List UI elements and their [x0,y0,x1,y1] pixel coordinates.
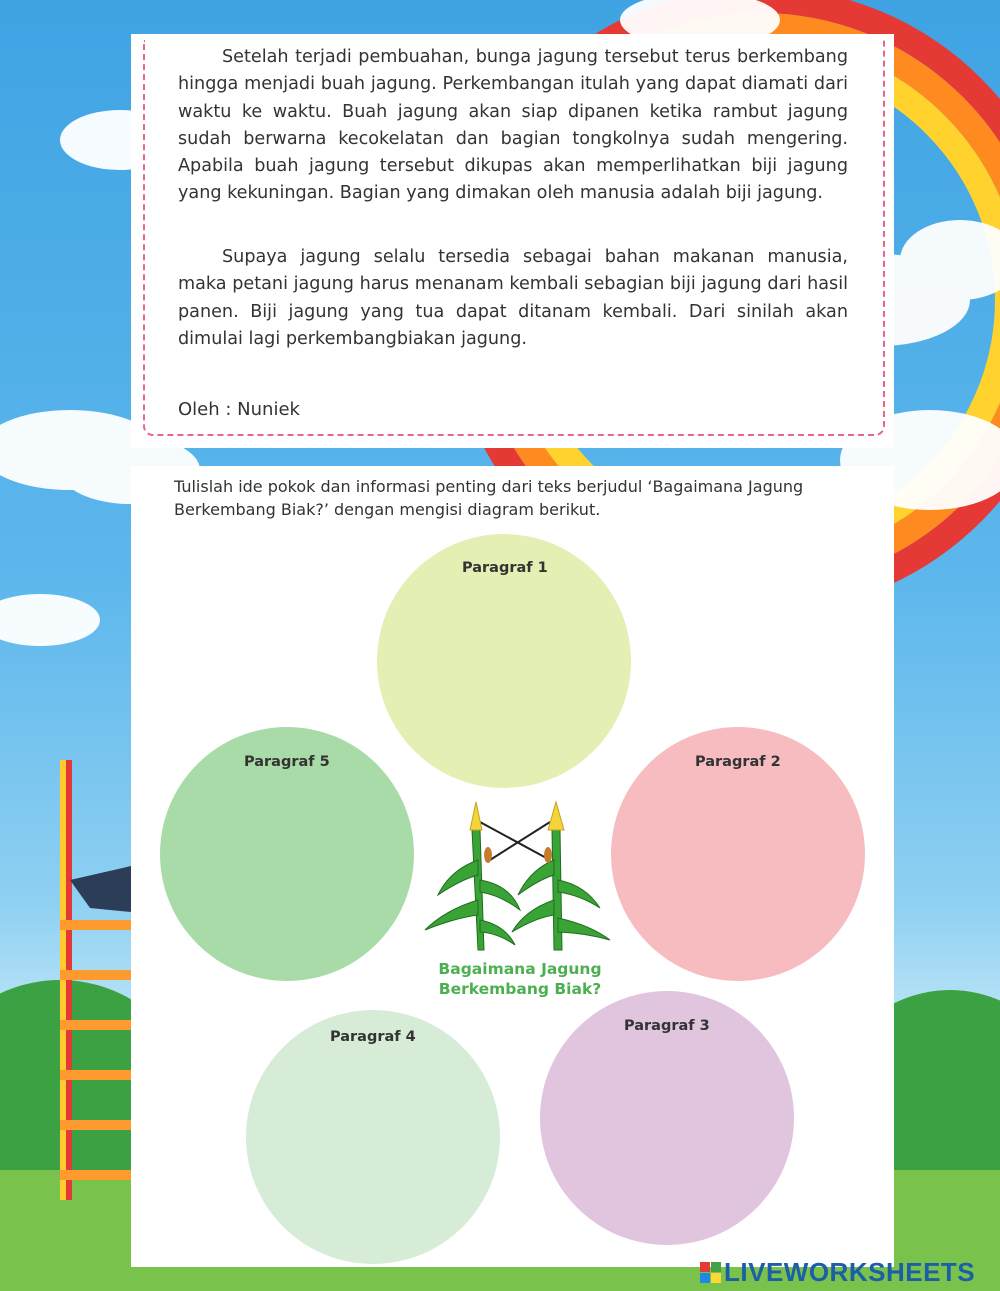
center-title-line-1: Bagaimana Jagung [438,960,602,978]
label-paragraf-5: Paragraf 5 [244,754,330,770]
paragraph-2-text: Supaya jagung selalu tersedia sebagai bahan makanan manusia, maka petani jagung harus menanam kembali sebagian biji jagung dari hasil panen. Biji jagung yang tua dapat ditanam kembali. Dari sinilah akan dimulai lagi perkembangbiakan jagung. [178,247,848,349]
author-line: Oleh : Nuniek [178,399,300,420]
liveworksheets-brand: LIVEWORKSHEETS [724,1256,976,1287]
liveworksheets-mark-icon [700,1262,721,1283]
label-paragraf-3: Paragraf 3 [624,1018,710,1034]
label-paragraf-2: Paragraf 2 [695,754,781,770]
liveworksheets-logo[interactable] [700,1257,975,1287]
label-paragraf-4: Paragraf 4 [330,1029,416,1045]
circle-paragraf-4[interactable] [246,1010,500,1264]
corn-plants-icon [420,800,620,955]
center-title-line-2: Berkembang Biak? [438,980,602,998]
paragraph-1-text: Setelah terjadi pembuahan, bunga jagung tersebut terus berkembang hingga menjadi buah jagung. Perkembangan itulah yang dapat diamati dari waktu ke waktu. Buah jagung akan siap dipanen ketika rambut jagung sudah berwarna kecokelatan dan bagian tongkolnya sudah mengering. Apabila buah jagung tersebut dikupas akan memperlihatkan biji jagung yang kekuningan. Bagian yang dimakan oleh manusia adalah biji jagung. [178,47,848,204]
label-paragraf-1: Paragraf 1 [462,560,548,576]
diagram-center-title [420,959,620,999]
instruction-text: Tulislah ide pokok dan informasi penting dari teks berjudul ‘Bagaimana Jagung Berkembang Biak?’ dengan mengisi diagram berikut. [174,477,804,519]
